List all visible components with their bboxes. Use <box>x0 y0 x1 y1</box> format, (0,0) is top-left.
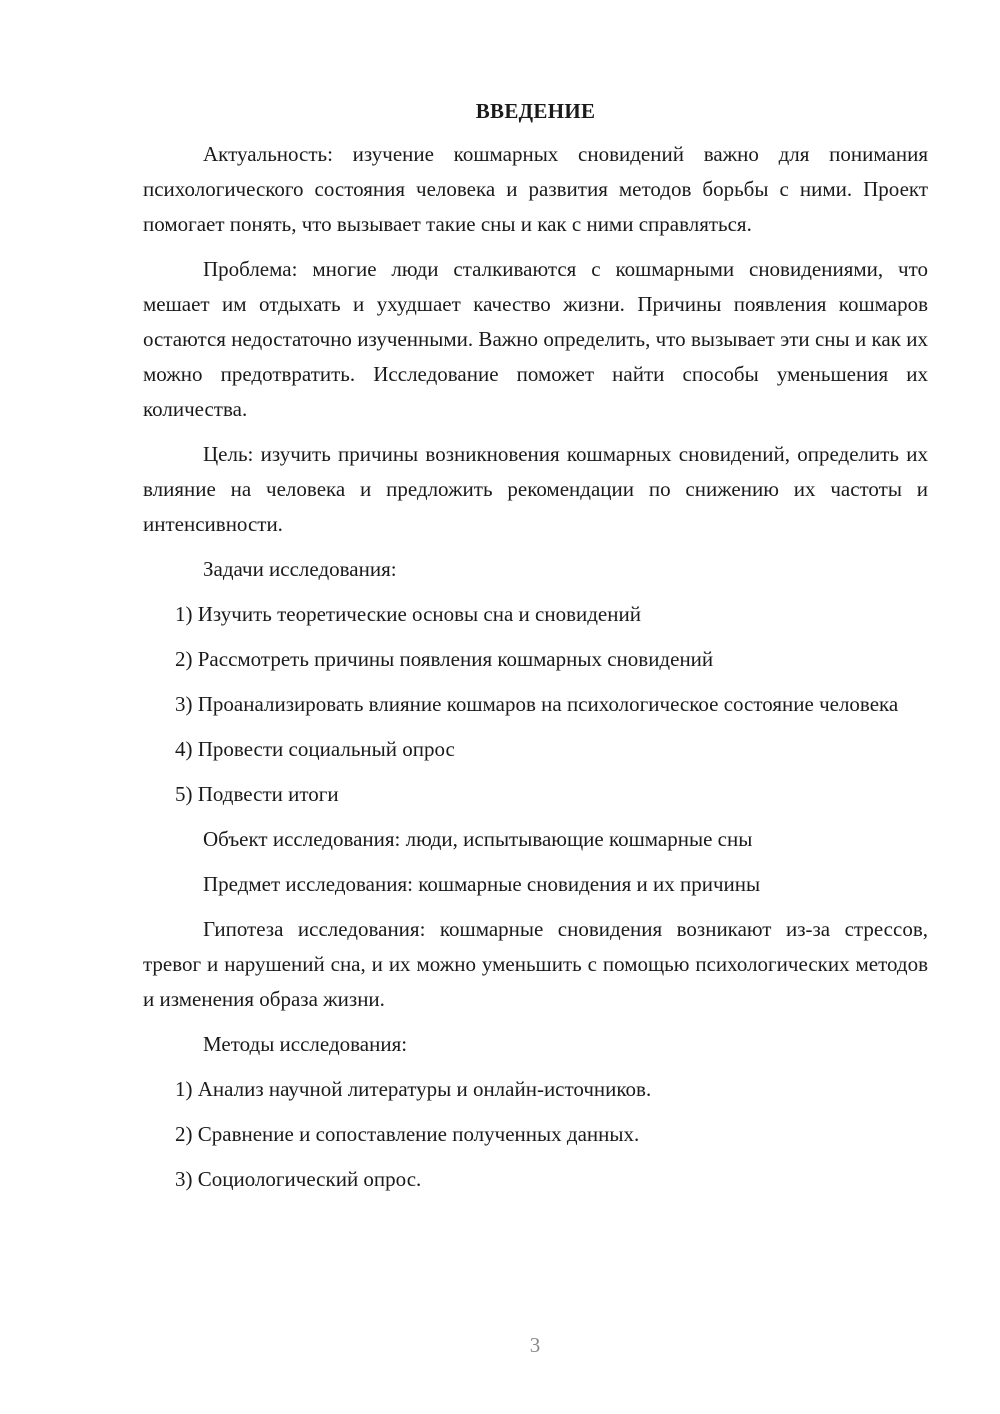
method-item-1: 1) Анализ научной литературы и онлайн-источников. <box>175 1077 652 1101</box>
method-item-3: 3) Социологический опрос. <box>175 1167 422 1191</box>
methods-title: Методы исследования: <box>203 1032 408 1056</box>
task-item-3: 3) Проанализировать влияние кошмаров на психологическое состояние человека <box>175 692 899 716</box>
paragraph-goal: Цель: изучить причины возникновения кошмарных сновидений, определить их влияние на человека и предложить рекомендации по снижению их частоты и интенсивности. <box>143 442 928 536</box>
page-content <box>143 95 928 1207</box>
task-item-5: 5) Подвести итоги <box>175 782 339 806</box>
research-subject: Предмет исследования: кошмарные сновидения и их причины <box>203 872 761 896</box>
section-heading: ВВЕДЕНИЕ <box>475 99 596 123</box>
paragraph-hypothesis: Гипотеза исследования: кошмарные сновидения возникают из-за стрессов, тревог и нарушений сна, и их можно уменьшить с помощью психологических методов и изменения образа жизни. <box>143 917 928 1011</box>
tasks-title: Задачи исследования: <box>203 557 397 581</box>
research-object: Объект исследования: люди, испытывающие кошмарные сны <box>203 827 753 851</box>
task-item-2: 2) Рассмотреть причины появления кошмарных сновидений <box>175 647 714 671</box>
task-item-4: 4) Провести социальный опрос <box>175 737 455 761</box>
method-item-2: 2) Сравнение и сопоставление полученных данных. <box>175 1122 640 1146</box>
task-item-1: 1) Изучить теоретические основы сна и сновидений <box>175 602 641 626</box>
paragraph-relevance: Актуальность: изучение кошмарных сновидений важно для понимания психологического состояния человека и развития методов борьбы с ними. Проект помогает понять, что вызывает такие сны и как с ними справляться. <box>143 142 928 236</box>
paragraph-problem: Проблема: многие люди сталкиваются с кошмарными сновидениями, что мешает им отдыхать и ухудшает качество жизни. Причины появления кошмаров остаются недостаточно изученными. Важно определить, что вызывает эти сны и как их можно предотвратить. Исследование поможет найти способы уменьшения их количества. <box>143 257 928 421</box>
page-number: 3 <box>529 1333 541 1357</box>
